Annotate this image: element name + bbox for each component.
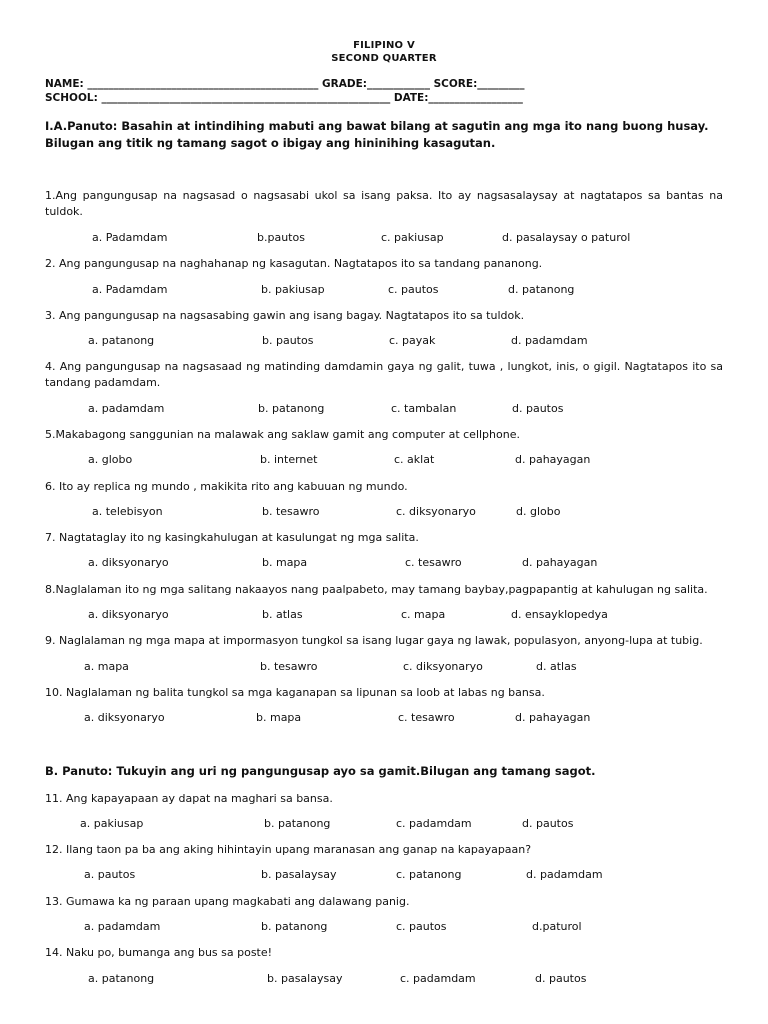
q4-choice-c: c. tambalan: [391, 402, 457, 415]
part-b-instructions: B. Panuto: Tukuyin ang uri ng pangungusap ayo sa gamit.Bilugan ang tamang sagot.: [45, 764, 596, 778]
q3-choice-c: c. payak: [389, 334, 436, 347]
q5-choice-a: a. globo: [88, 453, 133, 466]
q6-choice-d: d. globo: [516, 505, 561, 518]
q8-choice-b: b. atlas: [262, 608, 303, 621]
q14-choice-a: a. patanong: [88, 972, 155, 985]
q3-choice-a: a. patanong: [88, 334, 155, 347]
q8-choice-d: d. ensayklopedya: [511, 608, 608, 621]
q11-choice-d: d. pautos: [522, 817, 574, 830]
q13-choice-d: d.paturol: [532, 920, 582, 933]
question-4: 4. Ang pangungusap na nagsasaad ng matinding damdamin gaya ng galit, tuwa , lungkot, inis, o gigil. Nagtatapos ito sa tandang padamdam.: [45, 360, 723, 389]
q14-choice-d: d. pautos: [535, 972, 587, 985]
q10-choice-a: a. diksyonaryo: [84, 711, 165, 724]
school-date-line: SCHOOL: _______________________________________________________ DATE:__________________: [45, 92, 523, 104]
question-6: 6. Ito ay replica ng mundo , makikita rito ang kabuuan ng mundo.: [45, 480, 408, 493]
q2-choice-c: c. pautos: [388, 283, 439, 296]
q10-choice-c: c. tesawro: [398, 711, 455, 724]
q12-choice-d: d. padamdam: [526, 868, 603, 881]
q9-choice-a: a. mapa: [84, 660, 129, 673]
question-2: 2. Ang pangungusap na naghahanap ng kasagutan. Nagtatapos ito sa tandang pananong.: [45, 257, 543, 270]
subject-title: FILIPINO V: [353, 40, 415, 51]
question-10: 10. Naglalaman ng balita tungkol sa mga kaganapan sa lipunan sa loob at labas ng bansa.: [45, 686, 545, 699]
question-14: 14. Naku po, bumanga ang bus sa poste!: [45, 946, 273, 959]
q5-choice-c: c. aklat: [394, 453, 435, 466]
q2-choice-b: b. pakiusap: [261, 283, 325, 296]
q9-choice-c: c. diksyonaryo: [403, 660, 483, 673]
question-7: 7. Nagtataglay ito ng kasingkahulugan at kasulungat ng mga salita.: [45, 531, 419, 544]
question-8: 8.Naglalaman ito ng mga salitang nakaayos nang paalpabeto, may tamang baybay,pagpapantig at kahulugan ng salita.: [45, 583, 708, 596]
q12-choice-c: c. patanong: [396, 868, 462, 881]
q7-choice-a: a. diksyonaryo: [88, 556, 169, 569]
q6-choice-c: c. diksyonaryo: [396, 505, 476, 518]
q9-choice-b: b. tesawro: [260, 660, 318, 673]
part-a-instructions: I.A.Panuto: Basahin at intindihing mabuti ang bawat bilang at sagutin ang mga ito nang buong husay. Bilugan ang titik ng tamang sagot o ibigay ang hininihing kasagutan.: [45, 119, 709, 150]
q14-choice-b: b. pasalaysay: [267, 972, 343, 985]
q11-choice-c: c. padamdam: [396, 817, 472, 830]
q5-choice-d: d. pahayagan: [515, 453, 591, 466]
q11-choice-b: b. patanong: [264, 817, 331, 830]
q14-choice-c: c. padamdam: [400, 972, 476, 985]
q4-choice-b: b. patanong: [258, 402, 325, 415]
q12-choice-a: a. pautos: [84, 868, 136, 881]
q5-choice-b: b. internet: [260, 453, 318, 466]
q4-choice-d: d. pautos: [512, 402, 564, 415]
q1-choice-b: b.pautos: [257, 231, 305, 244]
q2-choice-d: d. patanong: [508, 283, 575, 296]
q13-choice-b: b. patanong: [261, 920, 328, 933]
q10-choice-d: d. pahayagan: [515, 711, 591, 724]
q12-choice-b: b. pasalaysay: [261, 868, 337, 881]
q3-choice-b: b. pautos: [262, 334, 314, 347]
q8-choice-c: c. mapa: [401, 608, 446, 621]
question-11: 11. Ang kapayapaan ay dapat na maghari sa bansa.: [45, 792, 333, 805]
question-13: 13. Gumawa ka ng paraan upang magkabati ang dalawang panig.: [45, 895, 410, 908]
q2-choice-a: a. Padamdam: [92, 283, 168, 296]
q8-choice-a: a. diksyonaryo: [88, 608, 169, 621]
question-9: 9. Naglalaman ng mga mapa at impormasyon tungkol sa isang lugar gaya ng lawak, populasyon, anyong-lupa at tubig.: [45, 634, 703, 647]
q1-choice-d: d. pasalaysay o paturol: [502, 231, 631, 244]
q1-choice-c: c. pakiusap: [381, 231, 444, 244]
q4-choice-a: a. padamdam: [88, 402, 165, 415]
q13-choice-a: a. padamdam: [84, 920, 161, 933]
q7-choice-d: d. pahayagan: [522, 556, 598, 569]
quarter-title: SECOND QUARTER: [331, 53, 437, 64]
question-3: 3. Ang pangungusap na nagsasabing gawin ang isang bagay. Nagtatapos ito sa tuldok.: [45, 309, 525, 322]
q6-choice-a: a. telebisyon: [92, 505, 163, 518]
q7-choice-c: c. tesawro: [405, 556, 462, 569]
question-1: 1.Ang pangungusap na nagsasad o nagsasabi ukol sa isang paksa. Ito ay nagsasalaysay at nagtatapos sa bantas na tuldok.: [45, 189, 723, 218]
question-12: 12. Ilang taon pa ba ang aking hihintayin upang maranasan ang ganap na kapayapaan?: [45, 843, 532, 856]
q7-choice-b: b. mapa: [262, 556, 308, 569]
q10-choice-b: b. mapa: [256, 711, 302, 724]
q9-choice-d: d. atlas: [536, 660, 577, 673]
q11-choice-a: a. pakiusap: [80, 817, 144, 830]
q1-choice-a: a. Padamdam: [92, 231, 168, 244]
q13-choice-c: c. pautos: [396, 920, 447, 933]
q6-choice-b: b. tesawro: [262, 505, 320, 518]
question-5: 5.Makabagong sanggunian na malawak ang saklaw gamit ang computer at cellphone.: [45, 428, 520, 441]
q3-choice-d: d. padamdam: [511, 334, 588, 347]
name-grade-score-line: NAME: ____________________________________________ GRADE:____________ SCORE:_________: [45, 78, 525, 90]
